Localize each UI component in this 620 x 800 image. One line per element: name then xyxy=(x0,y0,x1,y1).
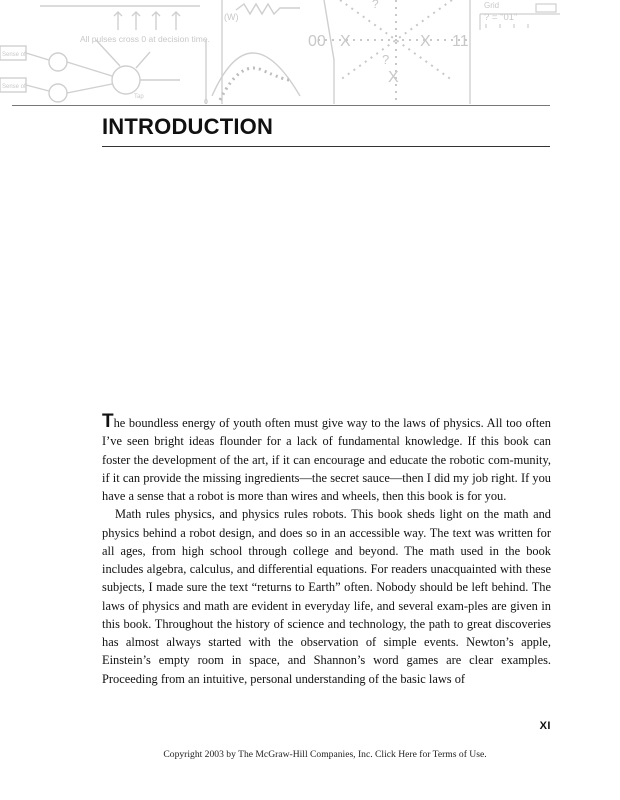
arrow-up-icon xyxy=(172,12,180,30)
dotted-curve xyxy=(220,68,290,100)
arrow-up-icon xyxy=(114,12,122,30)
banner-label-grid: Grid xyxy=(484,1,500,10)
zigzag-signal xyxy=(236,4,300,14)
header-rule xyxy=(12,105,550,106)
page-number: XI xyxy=(539,720,551,732)
summing-node-icon xyxy=(49,84,67,102)
banner-label-sense: Sense of xyxy=(2,52,26,58)
drop-cap: T xyxy=(102,411,114,432)
banner-label-zero: 0 xyxy=(204,99,208,106)
banner-label-question: ? xyxy=(372,0,379,11)
banner-label-question-01: ? = "01" xyxy=(484,12,518,23)
banner-label-x: X xyxy=(388,69,399,86)
summing-node-icon xyxy=(49,53,67,71)
banner-label-x: X xyxy=(340,33,351,50)
banner-label-question: ? xyxy=(382,52,390,67)
banner-graphic xyxy=(0,0,620,106)
chapter-banner-illustration xyxy=(0,0,620,106)
summing-node-icon xyxy=(112,66,140,94)
arrow-up-icon xyxy=(132,12,140,30)
chapter-title: INTRODUCTION xyxy=(102,114,274,139)
banner-label-pulses: All pulses cross 0 at decision time. xyxy=(80,34,210,44)
banner-label-eleven: 11 xyxy=(452,33,469,50)
paragraph xyxy=(102,411,551,505)
copyright-notice[interactable]: Copyright 2003 by The McGraw-Hill Companies, Inc. Click Here for Terms of Use. xyxy=(163,749,487,760)
body-text xyxy=(102,411,551,688)
block-diagram-wire xyxy=(96,40,150,68)
arrow-up-icon xyxy=(152,12,160,30)
banner-label-x: X xyxy=(420,33,431,50)
paragraph: Math rules physics, and physics rules robots. This book sheds light on the math and physics behind a robot design, and does so in an accessible way. The text was written for all ages, from high school through college and beyond. The math used in the book includes algebra, calculus, and differential equations. For readers unacquainted with these subjects, I made sure the text “returns to Earth” often. Nobody should be left behind. The laws of physics and math are evident in everyday life, and several exam-ples are given in this book. Throughout the history of science and technology, the path to great discoveries has almost always started with the observation of simple events. Newton’s apple, Einstein’s empty room in space, and Shannon’s word games are clear examples. Proceeding from an intuitive, personal understanding of the basic laws of xyxy=(102,507,551,686)
sine-curve xyxy=(212,53,300,96)
paragraph-text: he boundless energy of youth often must give way to the laws of physics. All too often I’ve seen bright ideas flounder for a lack of fundamental knowledge. If this book can foster the development of the art, if it can encourage and educate the robotic com-munity, if it can provide the missing ingredients—the secret sauce—then I did my job right. If you have a sense that a robot is more than wires and wheels, then this book is for you. xyxy=(102,416,551,503)
banner-label-tap: Tap xyxy=(134,94,144,100)
banner-label-sense: Sense of xyxy=(2,84,26,90)
banner-label-w: (W) xyxy=(224,12,239,22)
title-rule xyxy=(102,146,550,147)
banner-label-zero-zero: 00 xyxy=(308,33,326,50)
decision-line xyxy=(324,0,334,60)
